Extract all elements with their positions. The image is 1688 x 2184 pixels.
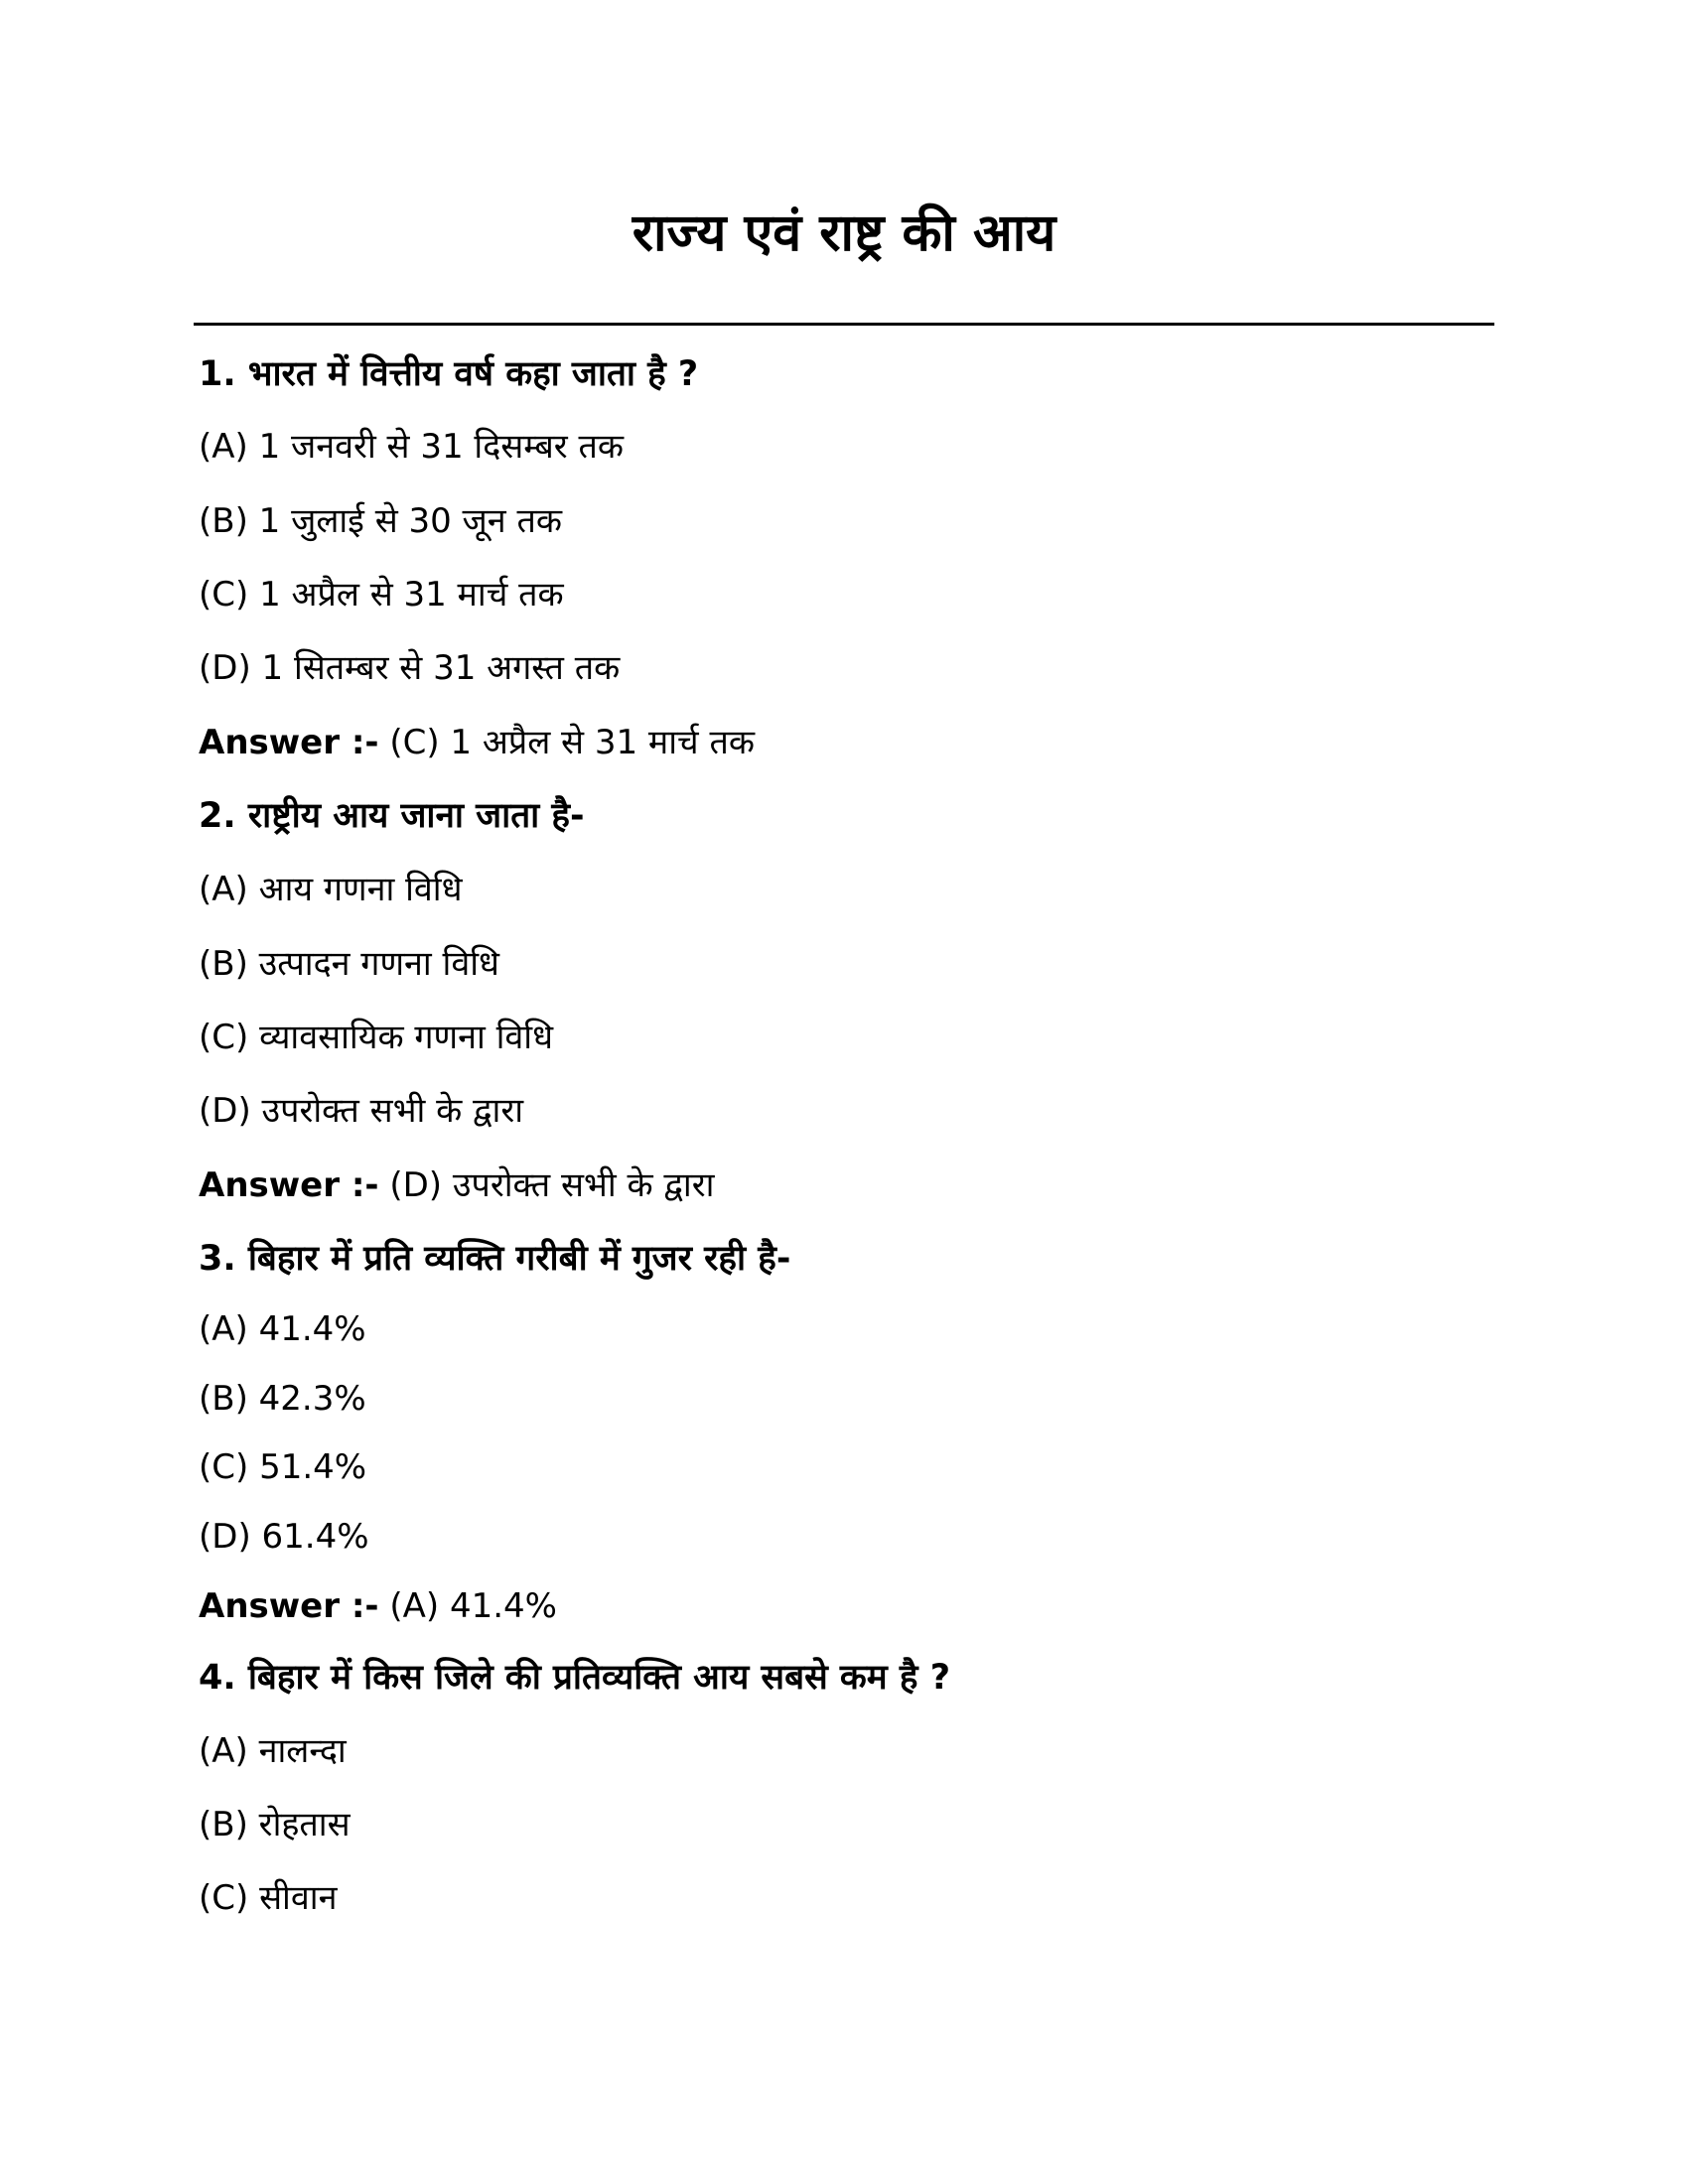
question-1-option-c: (C) 1 अप्रैल से 31 मार्च तक	[199, 575, 564, 614]
question-1-option-b: (B) 1 जुलाई से 30 जून तक	[199, 501, 562, 541]
question-1-answer	[199, 718, 755, 767]
question-4-option-c: (C) सीवान	[199, 1878, 338, 1918]
question-4-option-b: (B) रोहतास	[199, 1805, 351, 1844]
question-1-option-d: (D) 1 सितम्बर से 31 अगस्त तक	[199, 648, 621, 688]
question-2-option-c: (C) व्यावसायिक गणना विधि	[199, 1018, 554, 1057]
question-2-option-d: (D) उपरोक्त सभी के द्वारा	[199, 1091, 524, 1131]
title-divider	[194, 323, 1494, 326]
question-3: 3. बिहार में प्रति व्यक्ति गरीबी में गुजर रही है-	[199, 1239, 791, 1279]
question-2-option-a: (A) आय गणना विधि	[199, 870, 463, 909]
question-3-answer	[199, 1581, 557, 1631]
page-title: राज्य एवं राष्ट्र की आय	[632, 204, 1056, 263]
question-4-option-a: (A) नालन्दा	[199, 1731, 347, 1771]
answer-text: (A) 41.4%	[389, 1586, 557, 1626]
question-1-option-a: (A) 1 जनवरी से 31 दिसम्बर तक	[199, 427, 624, 467]
answer-text: (C) 1 अप्रैल से 31 मार्च तक	[389, 723, 755, 762]
question-3-option-b: (B) 42.3%	[199, 1379, 366, 1419]
answer-label: Answer :-	[199, 1165, 379, 1205]
question-3-option-a: (A) 41.4%	[199, 1309, 366, 1349]
question-2: 2. राष्ट्रीय आय जाना जाता है-	[199, 796, 585, 836]
question-3-option-c: (C) 51.4%	[199, 1447, 367, 1487]
question-3-option-d: (D) 61.4%	[199, 1517, 369, 1557]
question-2-answer	[199, 1160, 714, 1210]
answer-text: (D) उपरोक्त सभी के द्वारा	[389, 1165, 715, 1205]
answer-label: Answer :-	[199, 1586, 379, 1626]
question-2-option-b: (B) उत्पादन गणना विधि	[199, 944, 499, 984]
question-4: 4. बिहार में किस जिले की प्रतिव्यक्ति आय सबसे कम है ?	[199, 1658, 950, 1698]
answer-label: Answer :-	[199, 723, 379, 762]
question-1: 1. भारत में वित्तीय वर्ष कहा जाता है ?	[199, 354, 699, 394]
